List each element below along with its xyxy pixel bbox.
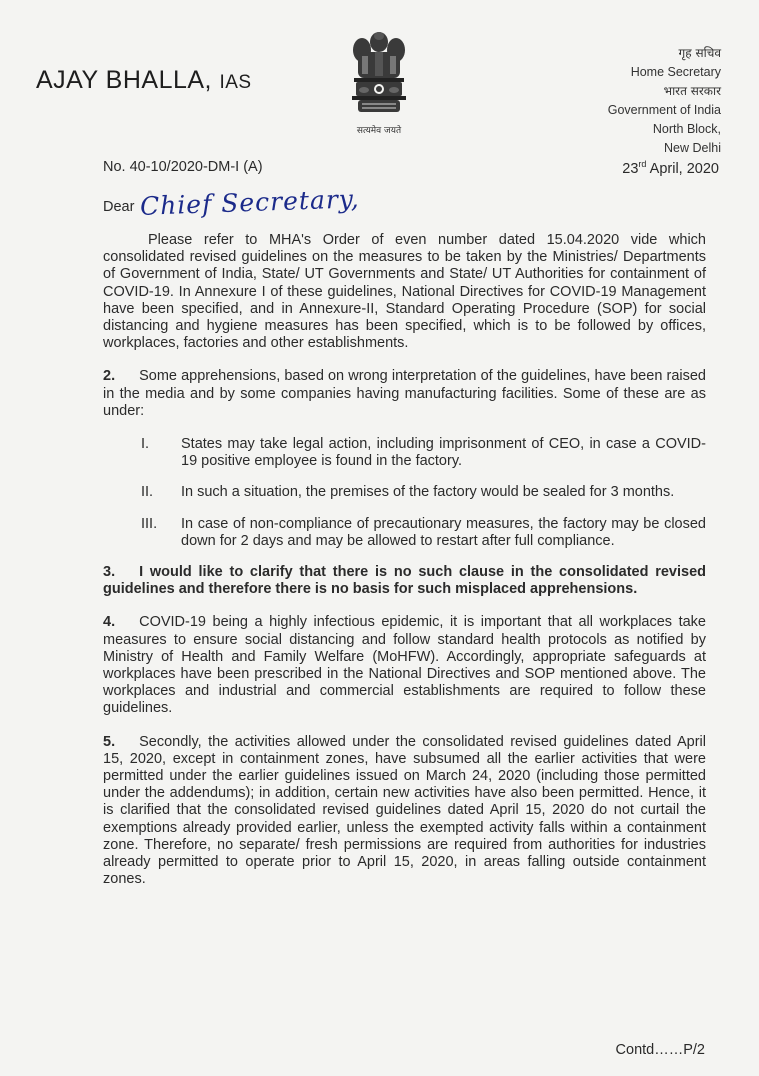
lion-capital-icon	[348, 30, 410, 124]
sender-suffix: IAS	[219, 72, 252, 93]
list-item-text: In case of non-compliance of precautionary measures, the factory may be closed down for 2 days and may be allowed to restart after full compliance.	[181, 515, 706, 549]
list-item-text: In such a situation, the premises of the factory would be sealed for 3 months.	[181, 484, 675, 501]
list-item-numeral: II.	[141, 484, 154, 501]
office-title-hindi: गृह सचिव	[678, 46, 721, 60]
reference-number: No. 40-10/2020-DM-I (A)	[103, 159, 263, 175]
paragraph-5	[103, 734, 706, 889]
sender-name	[36, 66, 252, 95]
list-item	[103, 516, 706, 550]
date-day: 23	[622, 160, 639, 177]
handwritten-addressee: Chief Secretary,	[139, 184, 361, 221]
list-item-text: States may take legal action, including imprisonment of CEO, in case a COVID-19 positive employee is found in the factory.	[181, 436, 706, 470]
office-address-block	[561, 44, 721, 158]
paragraph-4	[103, 614, 706, 717]
date-suffix: rd	[638, 159, 647, 169]
state-emblem	[336, 30, 422, 140]
government-hindi: भारत सरकार	[663, 84, 721, 98]
government-name: Government of India	[607, 103, 721, 117]
paragraph-5-number: 5.	[103, 733, 116, 750]
paragraph-2-text: Some apprehensions, based on wrong interpretation of the guidelines, have been raised in the media and by some companies having manufacturing facilities. Some of these are as under:	[103, 368, 706, 419]
list-item-numeral: I.	[141, 436, 150, 453]
letter-date	[622, 159, 719, 177]
emblem-motto: सत्यमेव जयते	[356, 126, 402, 136]
sender-name-text: AJAY BHALLA,	[36, 66, 212, 94]
list-item-numeral: III.	[141, 515, 158, 532]
letter-body	[103, 232, 706, 905]
paragraph-5-text: Secondly, the activities allowed under the consolidated revised guidelines dated April 15, 2020, except in containment zones, have subsumed all the earlier activities that were permitted under the earlier guidelines issued on March 24, 2020 (including those permitted under the addendums); in addition, certain new activities have also been permitted. Hence, it is clarified that the consolidated revised guidelines dated April 15, 2020 do not curtail the exemptions already provided earlier, unless the exempted activity falls within a containment zone. Therefore, no separate/ fresh permissions are required from authorities for industries already permitted to operate prior to April 15, 2020, in areas falling outside containment zones.	[103, 733, 706, 888]
paragraph-3-number: 3.	[103, 564, 116, 581]
paragraph-1: Please refer to MHA's Order of even number dated 15.04.2020 vide which consolidated revised guidelines on the measures to be taken by the Ministries/ Departments of Government of India, State/ UT Governments and State/ UT Authorities for containment of COVID-19. In Annexure I of these guidelines, National Directives for COVID-19 Management have been specified, and in Annexure-II, Standard Operating Procedure (SOP) for social distancing and hygiene measures has been specified, which is to be followed by offices, workplaces, factories and other establishments.	[103, 232, 706, 352]
salutation-greeting: Dear	[103, 199, 135, 215]
apprehension-list	[103, 436, 706, 550]
paragraph-2-number: 2.	[103, 368, 116, 385]
address-line-1: North Block,	[652, 122, 721, 136]
address-line-2: New Delhi	[664, 141, 721, 155]
list-item	[103, 484, 706, 501]
salutation	[103, 184, 361, 221]
list-item	[103, 436, 706, 470]
paragraph-4-text: COVID-19 being a highly infectious epidemic, it is important that all workplaces take measures to ensure social distancing and follow standard health protocols as notified by Ministry of Health and Family Welfare (MoHFW). Accordingly, appropriate safeguards at workplaces have been prescribed in the National Directives and SOP mentioned above. The workplaces and industrial and commercial establishments are required to follow these guidelines.	[103, 614, 706, 717]
continuation-marker: Contd……P/2	[615, 1042, 705, 1058]
paragraph-3	[103, 564, 706, 598]
paragraph-4-number: 4.	[103, 614, 116, 631]
office-title: Home Secretary	[630, 65, 721, 79]
date-rest: April, 2020	[646, 160, 719, 177]
paragraph-2	[103, 368, 706, 420]
paragraph-3-text: I would like to clarify that there is no such clause in the consolidated revised guidelines and therefore there is no basis for such misplaced apprehensions.	[103, 564, 706, 598]
